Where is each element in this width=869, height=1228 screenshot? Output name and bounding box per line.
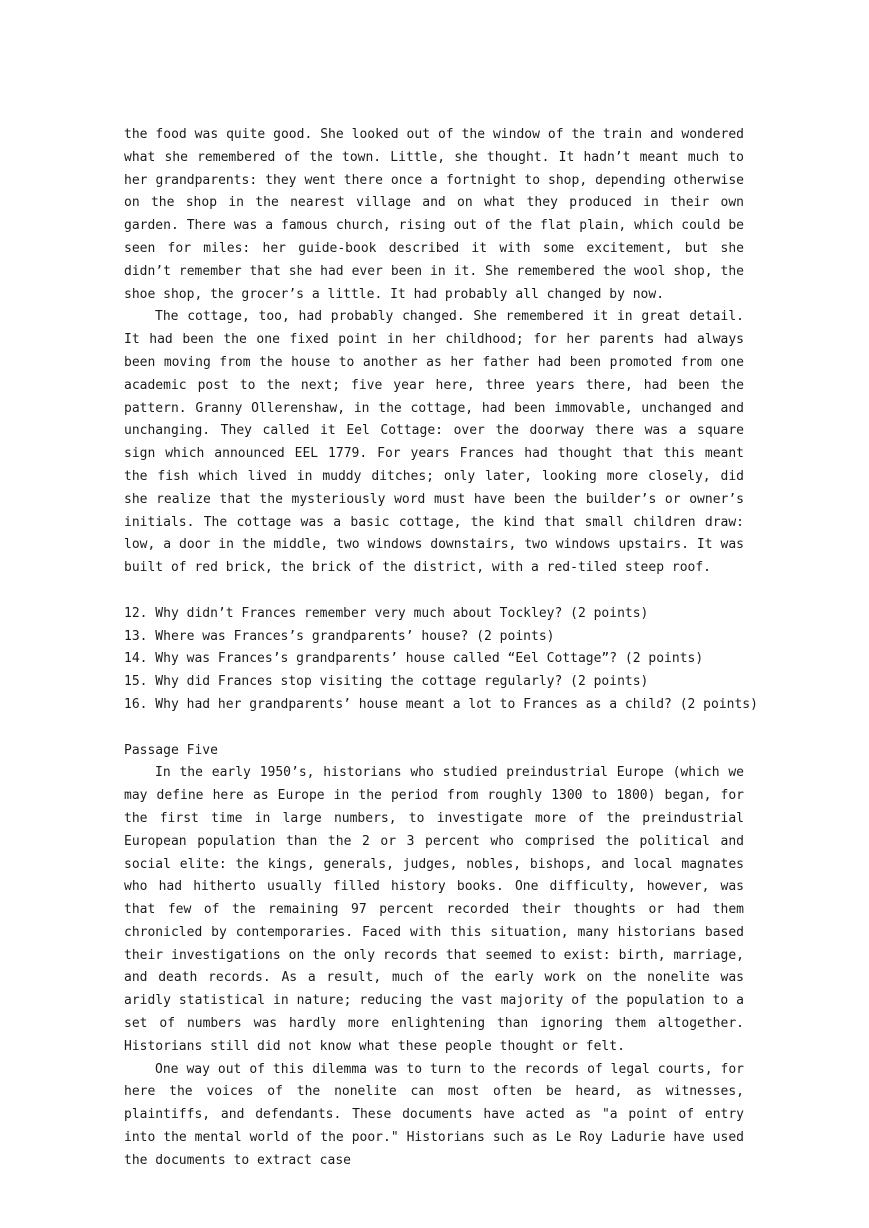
document-page [124,124,758,1173]
spacer [124,580,744,603]
passage-five-paragraph-1: In the early 1950’s, historians who studied preindustrial Europe (which we may define here as Europe in the period from roughly 1300 to 1800) began, for the first time in large numbers, to investigate more of the preindustrial European population than the 2 or 3 percent who comprised the political and social elite: the kings, generals, judges, nobles, bishops, and local magnates who had hitherto usually filled history books. One difficulty, however, was that few of the remaining 97 percent recorded their thoughts or had them chronicled by contemporaries. Faced with this situation, many historians based their investigations on the only records that seemed to exist: birth, marriage, and death records. As a result, much of the early work on the nonelite was aridly statistical in nature; reducing the vast majority of the population to a set of numbers was hardly more enlightening than ignoring them altogether. Historians still did not know what these people thought or felt. [124,765,744,1054]
question-13: 13. Where was Frances’s grandparents’ house? (2 points) [124,628,555,644]
spacer [124,717,744,740]
passage-five-paragraph-2: One way out of this dilemma was to turn to the records of legal courts, for here the voices of the nonelite can most often be heard, as witnesses, plaintiffs, and defendants. These documents have acted as "a point of entry into the mental world of the poor." Historians such as Le Roy Ladurie have used the documents to extract case [124,1061,744,1168]
passage-four-paragraph-1: the food was quite good. She looked out of the window of the train and wondered what she remembered of the town. Little, she thought. It hadn’t meant much to her grandparents: they went there once a fortnight to shop, depending otherwise on the shop in the nearest village and on what they produced in their own garden. There was a famous church, rising out of the flat plain, which could be seen for miles: her guide-book described it with some excitement, but she didn’t remember that she had ever been in it. She remembered the wool shop, the shoe shop, the grocer’s a little. It had probably all changed by now. [124,127,744,302]
passage-four-paragraph-2: The cottage, too, had probably changed. She remembered it in great detail. It had been the one fixed point in her childhood; for her parents had always been moving from the house to another as her father had been promoted from one academic post to the next; five year here, three years there, had been the pattern. Granny Ollerenshaw, in the cottage, had been immovable, unchanged and unchanging. They called it Eel Cottage: over the doorway there was a square sign which announced EEL 1779. For years Frances had thought that this meant the fish which lived in muddy ditches; only later, looking more closely, did she realize that the mysteriously word must have been the builder’s or owner’s initials. The cottage was a basic cottage, the kind that small children draw: low, a door in the middle, two windows downstairs, two windows upstairs. It was built of red brick, the brick of the district, with a red-tiled steep roof. [124,309,744,576]
passage-five-heading: Passage Five [124,742,218,758]
question-12: 12. Why didn’t Frances remember very much about Tockley? (2 points) [124,605,649,621]
question-14: 14. Why was Frances’s grandparents’ house called “Eel Cottage”? (2 points) [124,651,704,667]
question-list [124,603,758,717]
question-15: 15. Why did Frances stop visiting the cottage regularly? (2 points) [124,674,649,690]
question-16: 16. Why had her grandparents’ house meant a lot to Frances as a child? (2 points) [124,696,758,712]
